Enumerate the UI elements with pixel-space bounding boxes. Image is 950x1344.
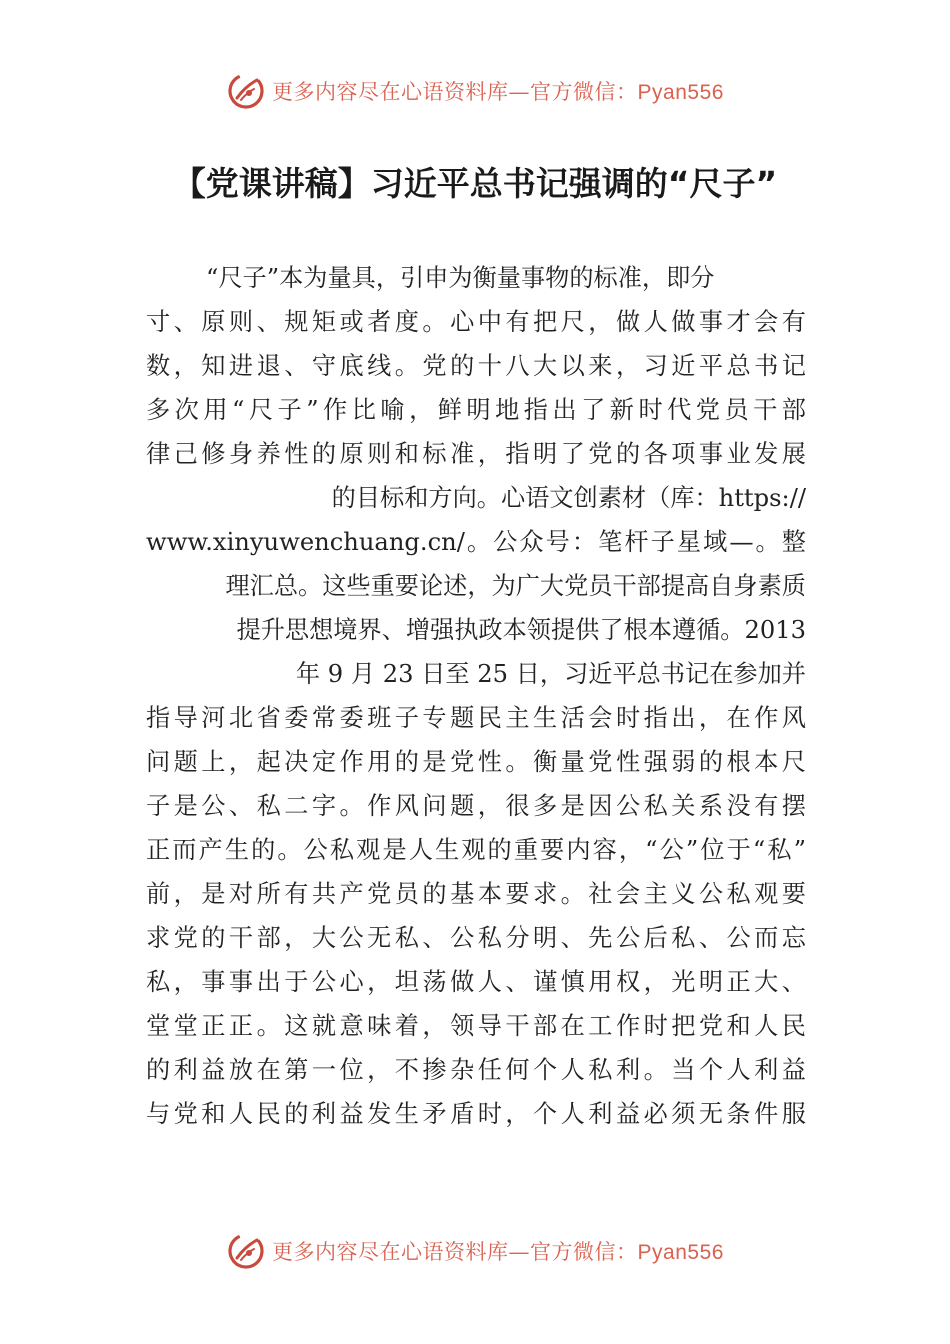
- body-line: 的利益放在第一位，不掺杂任何个人私利。当个人利益: [146, 1056, 806, 1084]
- document-title: 【党课讲稿】习近平总书记强调的“尺子”: [172, 164, 778, 203]
- body-line: 年 9 月 23 日至 25 日，习近平总书记在参加并: [295, 660, 806, 688]
- body-line: 理汇总。这些重要论述，为广大党员干部提高自身素质: [225, 572, 806, 600]
- body-line: 的目标和方向。心语文创素材（库：https://: [331, 484, 806, 512]
- body-line: 多次用“尺子”作比喻，鲜明地指出了新时代党员干部: [146, 396, 806, 424]
- body-line: 律己修身养性的原则和标准，指明了党的各项事业发展: [146, 440, 806, 468]
- body-line: 私，事事出于公心，坦荡做人、谨慎用权，光明正大、: [146, 968, 806, 996]
- body-line: 寸、原则、规矩或者度。心中有把尺，做人做事才会有: [146, 308, 806, 336]
- footer-banner: [0, 1226, 950, 1276]
- body-line: 堂堂正正。这就意味着，领导干部在工作时把党和人民: [146, 1012, 806, 1040]
- body-line: “尺子”本为量具，引申为衡量事物的标准，即分: [206, 264, 715, 292]
- header-banner-text: 更多内容尽在心语资料库—官方微信：Pyan556: [272, 80, 724, 104]
- body-line: 子是公、私二字。作风问题，很多是因公私关系没有摆: [146, 792, 806, 820]
- body-line: 前，是对所有共产党员的基本要求。社会主义公私观要: [146, 880, 806, 908]
- document-body: [146, 256, 806, 1136]
- footer-wechat-id: Pyan556: [637, 1241, 724, 1264]
- body-line: www.xinyuwenchuang.cn/。公众号：笔杆子星域—。整: [146, 528, 806, 556]
- body-line: 求党的干部，大公无私、公私分明、先公后私、公而忘: [146, 924, 806, 952]
- body-line: 正而产生的。公私观是人生观的重要内容，“公”位于“私”: [146, 836, 806, 864]
- logo-icon: [226, 1231, 266, 1271]
- body-line: 与党和人民的利益发生矛盾时，个人利益必须无条件服: [146, 1100, 806, 1128]
- body-line: 数，知进退、守底线。党的十八大以来，习近平总书记: [146, 352, 806, 380]
- footer-banner-text: 更多内容尽在心语资料库—官方微信：Pyan556: [272, 1240, 724, 1264]
- header-wechat-id: Pyan556: [637, 81, 724, 104]
- header-banner: [0, 66, 950, 116]
- body-line: 指导河北省委常委班子专题民主生活会时指出，在作风: [146, 704, 806, 732]
- logo-icon: [226, 71, 266, 111]
- body-line: 提升思想境界、增强执政本领提供了根本遵循。2013: [236, 616, 806, 644]
- body-line: 问题上，起决定作用的是党性。衡量党性强弱的根本尺: [146, 748, 806, 776]
